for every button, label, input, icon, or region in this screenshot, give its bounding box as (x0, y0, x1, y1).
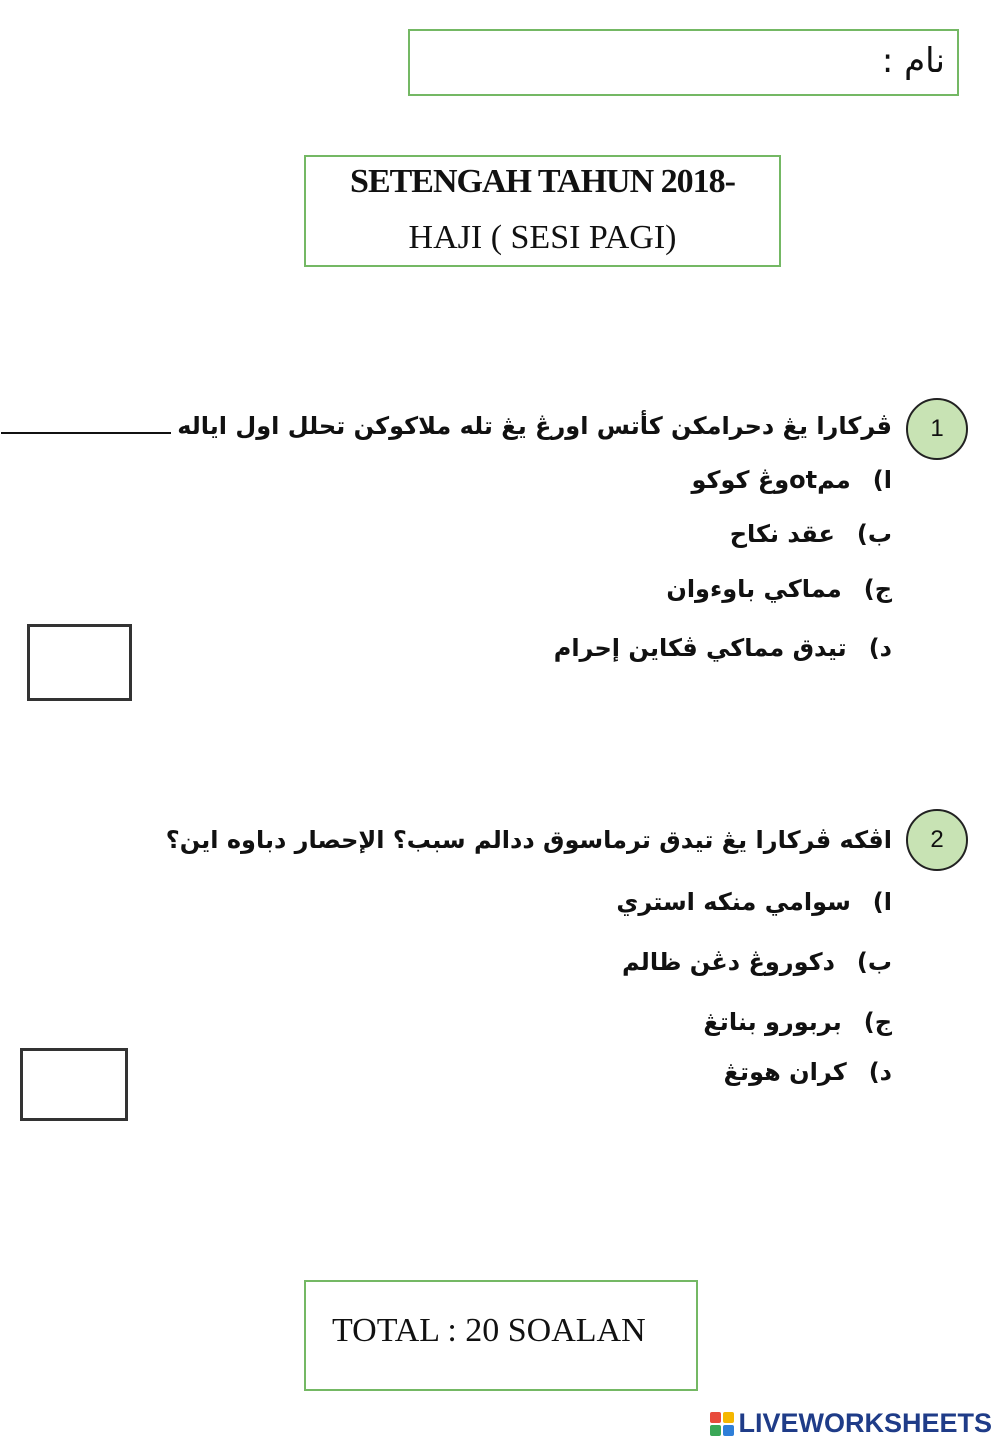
question-number-badge: 2 (906, 809, 968, 871)
brand-name: LIVEWORKSHEETS (738, 1408, 992, 1438)
total-label: TOTAL : 20 SOALAN (332, 1312, 646, 1349)
option-item (666, 575, 892, 603)
option-letter: ا) (872, 888, 892, 916)
option-text: ممotوڠ كوكو (691, 466, 851, 494)
option-item (724, 1058, 892, 1086)
option-letter: د) (868, 1058, 892, 1086)
answer-blank-line (1, 432, 171, 434)
title-line-1: SETENGAH TAHUN 2018- (350, 163, 735, 200)
option-text: كران هوتڠ (723, 1058, 847, 1086)
option-item (730, 520, 892, 548)
option-text: بربورو بناتڠ (703, 1008, 842, 1036)
name-label: نام : (881, 41, 945, 81)
option-letter: ج) (863, 1008, 892, 1036)
option-text: مماكي باوءوان (666, 575, 842, 603)
option-text: تيدق مماكي ڤكاين إحرام (553, 634, 847, 662)
answer-input-box[interactable] (27, 624, 132, 701)
option-letter: ب) (856, 948, 892, 976)
option-text: سوامي منكه استري (616, 888, 851, 916)
option-letter: ا) (872, 466, 892, 494)
option-item (691, 466, 892, 494)
option-letter: د) (868, 634, 892, 662)
question-end-mark (0, 412, 1, 440)
option-item (616, 888, 892, 916)
option-letter: ج) (863, 575, 892, 603)
liveworksheets-logo (710, 1408, 992, 1439)
question-text (0, 412, 892, 440)
title-line-2: HAJI ( SESI PAGI) (408, 219, 677, 256)
answer-input-box[interactable] (20, 1048, 128, 1121)
question-text-content: ڤركارا يڠ دحرامكن كأتس اورڠ يڠ تله ملاكوكن تحلل اول اياله (177, 412, 892, 440)
option-letter: ب) (856, 520, 892, 548)
total-box (304, 1280, 698, 1391)
name-field-box (408, 29, 959, 96)
option-text: عقد نكاح (729, 520, 835, 548)
option-item (703, 1008, 892, 1036)
question-number-badge: 1 (906, 398, 968, 460)
option-item (554, 634, 892, 662)
option-item (622, 948, 892, 976)
liveworksheets-logo-icon (710, 1412, 734, 1436)
option-text: دكوروڠ دڠن ظالم (621, 948, 835, 976)
question-text: اڤكه ڤركارا يڠ تيدق ترماسوق ددالم سبب؟ الإحصار دباوه اين؟ (165, 826, 892, 854)
title-box (304, 155, 781, 267)
